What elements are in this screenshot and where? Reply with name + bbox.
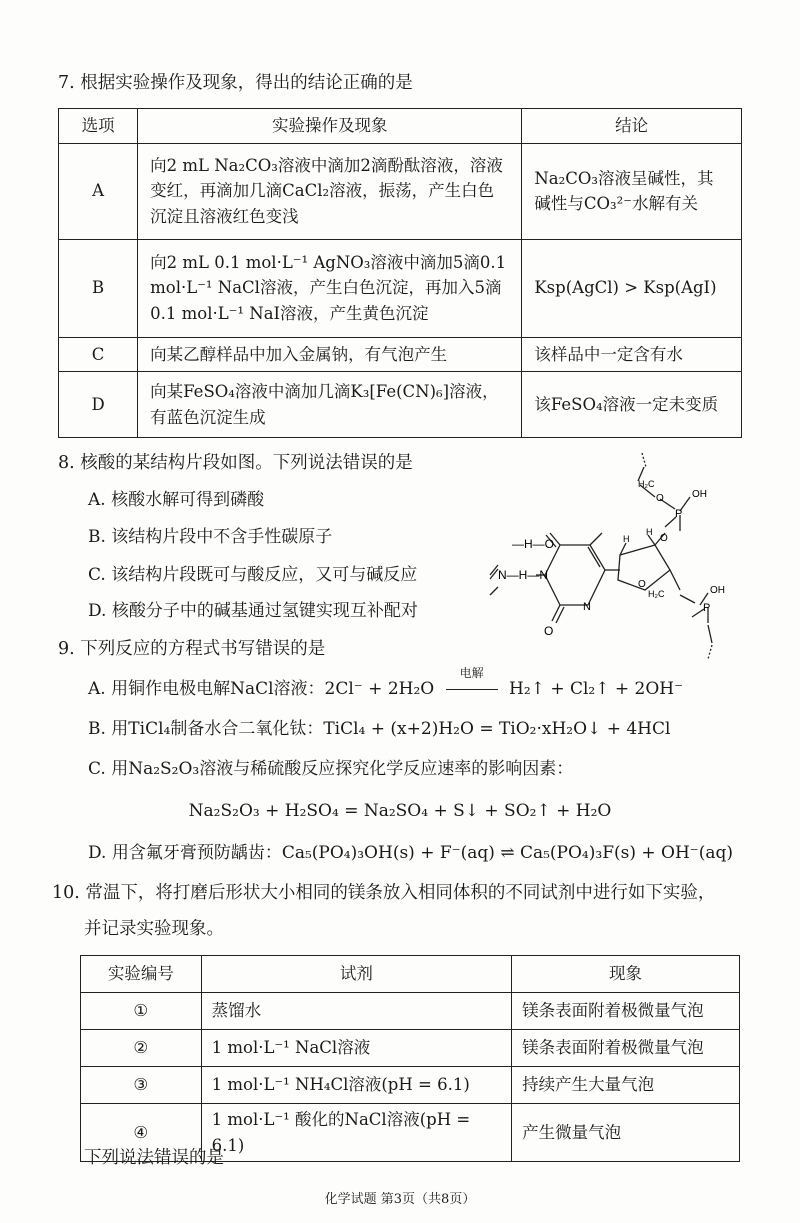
- h-label-1: H: [623, 534, 630, 544]
- q9-option-a-rhs: H₂↑ + Cl₂↑ + 2OH⁻: [509, 679, 684, 699]
- q10-row4-phenomenon: 产生微量气泡: [512, 1104, 740, 1162]
- q7-stem: 7. 根据实验操作及现象，得出的结论正确的是: [58, 73, 413, 93]
- q7-header-option: 选项: [59, 109, 138, 144]
- page-footer: 化学试题 第3页（共8页）: [324, 1192, 476, 1207]
- q10-header-number: 实验编号: [81, 956, 202, 993]
- q7-header-operation: 实验操作及现象: [138, 109, 522, 144]
- q7-row-c-option: C: [59, 337, 138, 372]
- table-row: [59, 143, 742, 239]
- q7-row-a-option: A: [59, 143, 138, 239]
- q7-row-a-conclusion: Na₂CO₃溶液呈碱性，其碱性与CO₃²⁻水解有关: [522, 143, 742, 239]
- q10-row3-reagent: 1 mol·L⁻¹ NH₄Cl溶液(pH = 6.1): [201, 1067, 511, 1104]
- n-label: N: [583, 601, 591, 613]
- q10-table: [80, 955, 740, 1162]
- table-row: [81, 993, 740, 1030]
- q7-table: [58, 108, 742, 438]
- electrolysis-condition: 电解: [459, 666, 484, 680]
- q9-option-a: [88, 666, 684, 702]
- oh-low-label: OH: [710, 585, 725, 596]
- q7-row-c-conclusion: 该样品中一定含有水: [522, 337, 742, 372]
- q10-row3-phenomenon: 持续产生大量气泡: [512, 1067, 740, 1104]
- oh-top-label: OH: [692, 489, 707, 500]
- o-ring-label: O: [638, 579, 646, 590]
- q10-header-phenomenon: 现象: [512, 956, 740, 993]
- q9-option-d: D. 用含氟牙膏预防龋齿：Ca₅(PO₄)₃OH(s) + F⁻(aq) ⇌ Ca₅(PO₄)₃F(s) + OH⁻(aq): [88, 843, 734, 863]
- q7-row-a-operation: 向2 mL Na₂CO₃溶液中滴加2滴酚酞溶液，溶液变红，再滴加几滴CaCl₂溶液，振荡，产生白色沉淀且溶液红色变浅: [138, 143, 522, 239]
- q9-option-c-equation: Na₂S₂O₃ + H₂SO₄ = Na₂SO₄ + S↓ + SO₂↑ + H₂O: [188, 801, 612, 821]
- q7-header-conclusion: 结论: [522, 109, 742, 144]
- h-bond-label: —H—O: [512, 537, 554, 551]
- q10-row3-number: ③: [81, 1067, 202, 1104]
- q10-row1-reagent: 蒸馏水: [201, 993, 511, 1030]
- h2c-low-label: H₂C: [648, 589, 665, 599]
- q10-row4-number: ④: [81, 1104, 202, 1162]
- p-low-label: P: [703, 602, 711, 614]
- q10-row4-reagent: 1 mol·L⁻¹ 酸化的NaCl溶液(pH = 6.1): [201, 1104, 511, 1162]
- q10-row2-number: ②: [81, 1030, 202, 1067]
- o-label-1: O: [656, 493, 664, 504]
- o-label-2: O: [660, 533, 668, 544]
- table-row: [59, 239, 742, 337]
- nh-bond-label: N—H—N: [498, 568, 548, 582]
- table-row: [81, 1030, 740, 1067]
- q7-row-b-conclusion: Ksp(AgCl) > Ksp(AgI): [522, 239, 742, 337]
- q7-row-b-option: B: [59, 239, 138, 337]
- q7-row-c-operation: 向某乙醇样品中加入金属钠，有气泡产生: [138, 337, 522, 372]
- o-base-label: O: [544, 624, 554, 638]
- q7-row-b-operation: 向2 mL 0.1 mol·L⁻¹ AgNO₃溶液中滴加5滴0.1 mol·L⁻¹ NaCl溶液，产生白色沉淀，再加入5滴0.1 mol·L⁻¹ NaI溶液，产生黄色沉淀: [138, 239, 522, 337]
- q7-row-d-conclusion: 该FeSO₄溶液一定未变质: [522, 372, 742, 438]
- h-label-2: H: [646, 527, 653, 537]
- q7-row-d-operation: 向某FeSO₄溶液中滴加几滴K₃[Fe(CN)₆]溶液，有蓝色沉淀生成: [138, 372, 522, 438]
- h3c-top-label: H₂C: [638, 479, 655, 489]
- q10-header-reagent: 试剂: [201, 956, 511, 993]
- q7-row-d-option: D: [59, 372, 138, 438]
- q10-row2-reagent: 1 mol·L⁻¹ NaCl溶液: [201, 1030, 511, 1067]
- q10-row2-phenomenon: 镁条表面附着极微量气泡: [512, 1030, 740, 1067]
- q9-option-a-lhs: A. 用铜作电极电解NaCl溶液：2Cl⁻ + 2H₂O: [88, 679, 435, 699]
- q10-stem-line2: 并记录实验现象。: [84, 919, 224, 939]
- table-row: [59, 372, 742, 438]
- q8-option-a: A. 核酸水解可得到磷酸: [88, 490, 265, 510]
- q8-option-d: D. 核酸分子中的碱基通过氢键实现互补配对: [88, 601, 418, 621]
- q10-row1-number: ①: [81, 993, 202, 1030]
- electrolysis-arrow: [444, 666, 500, 702]
- nucleic-acid-structure-figure: [470, 445, 760, 670]
- q8-option-b: B. 该结构片段中不含手性碳原子: [88, 527, 333, 547]
- q10-stem-line1: 10. 常温下，将打磨后形状大小相同的镁条放入相同体积的不同试剂中进行如下实验，: [52, 883, 716, 903]
- table-row: [81, 1067, 740, 1104]
- q9-option-c: C. 用Na₂S₂O₃溶液与稀硫酸反应探究化学反应速率的影响因素：: [88, 759, 574, 779]
- q8-option-c: C. 该结构片段既可与酸反应，又可与碱反应: [88, 565, 418, 585]
- q8-stem: 8. 核酸的某结构片段如图。下列说法错误的是: [58, 453, 413, 473]
- q9-stem: 9. 下列反应的方程式书写错误的是: [58, 639, 326, 659]
- table-row: [59, 337, 742, 372]
- p-top-label: P: [675, 508, 683, 520]
- q10-row1-phenomenon: 镁条表面附着极微量气泡: [512, 993, 740, 1030]
- q9-option-b: B. 用TiCl₄制备水合二氧化钛：TiCl₄ + (x+2)H₂O = TiO₂·xH₂O↓ + 4HCl: [88, 719, 671, 739]
- q10-after-text: 下列说法错误的是: [84, 1148, 224, 1168]
